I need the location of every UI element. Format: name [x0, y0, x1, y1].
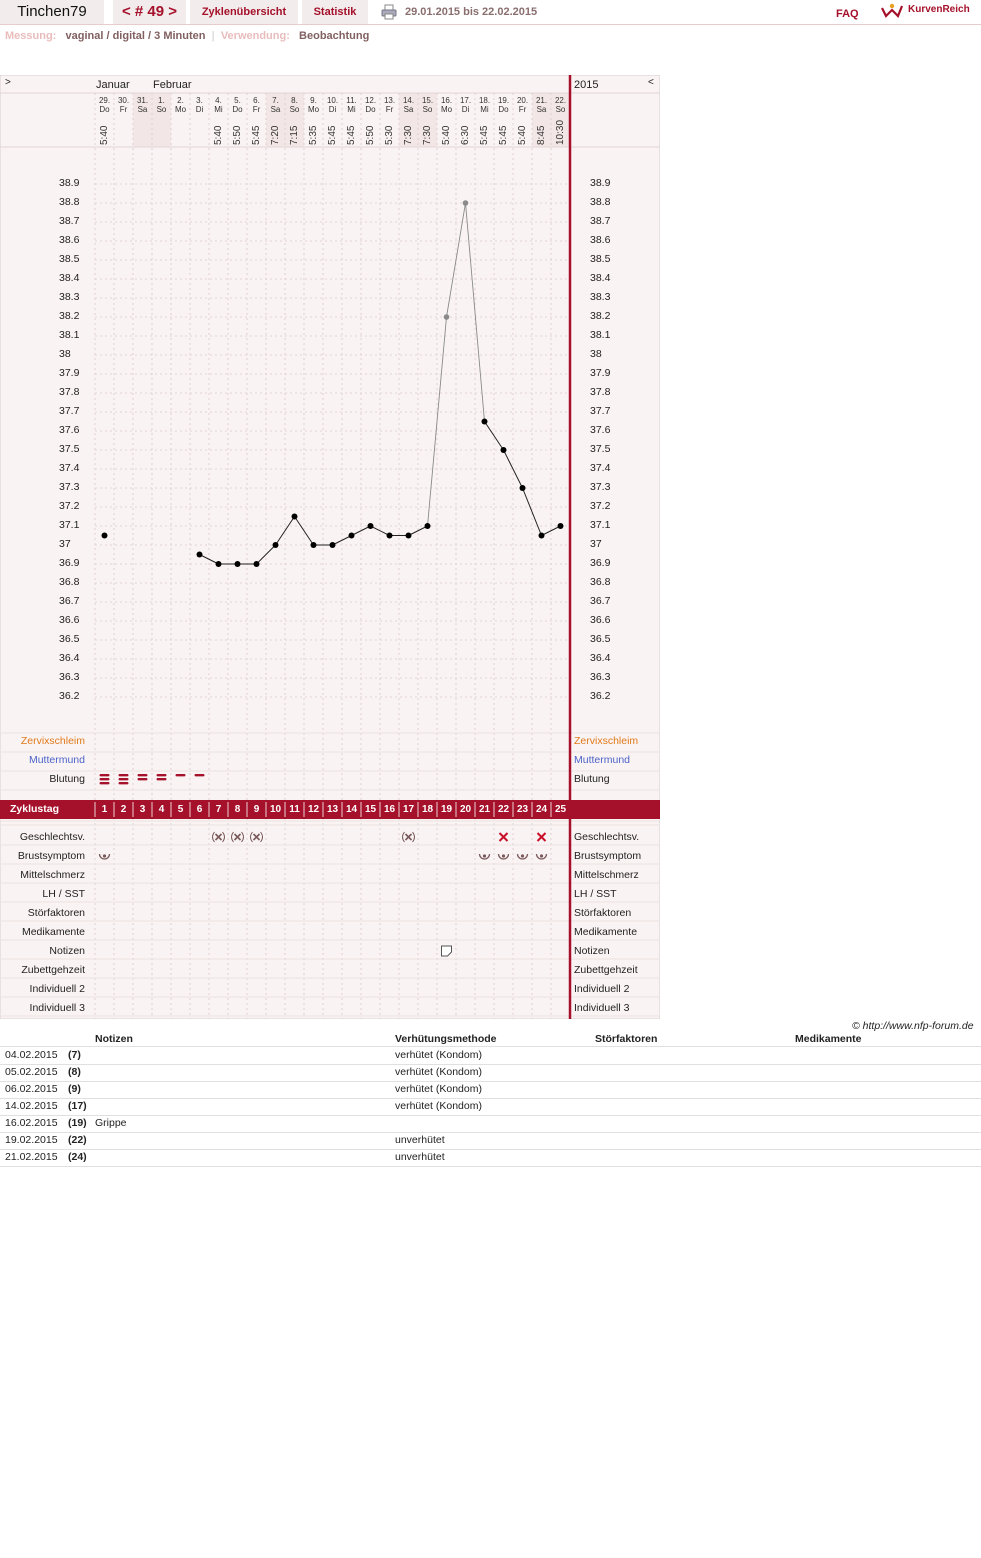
measure-time-text: 5:30	[384, 125, 395, 145]
cycle-day-number[interactable]: 20	[459, 804, 472, 815]
cycle-day-number[interactable]: 7	[215, 804, 222, 815]
y-tick-left: 36.3	[59, 671, 80, 683]
day-weekday-label: Fr	[385, 105, 394, 114]
bleeding-mark	[100, 774, 110, 776]
measure-time-label	[323, 125, 342, 146]
bleeding-mark	[195, 774, 205, 776]
cycle-day-number[interactable]: 22	[497, 804, 510, 815]
day-weekday-label: Do	[365, 105, 376, 114]
measure-time-label	[513, 125, 532, 146]
notes-table-row	[0, 1115, 981, 1133]
day-weekday-label: Sa	[137, 105, 148, 114]
year-label: 2015	[574, 79, 599, 91]
temperature-point	[197, 552, 203, 558]
y-tick-right: 37.5	[590, 443, 611, 455]
measure-time-text: 5:40	[441, 125, 452, 145]
y-tick-right: 38.8	[590, 196, 611, 208]
breast-symptom-dot	[502, 854, 505, 857]
day-weekday-label: Mo	[440, 105, 453, 114]
cycle-day-number[interactable]: 23	[516, 804, 529, 815]
measure-time-text: 5:50	[365, 125, 376, 145]
cycle-day-number[interactable]: 6	[196, 804, 203, 815]
day-weekday-label: Sa	[536, 105, 547, 114]
cycle-day-number[interactable]: 9	[253, 804, 260, 815]
temperature-point	[216, 561, 222, 567]
day-date-label: 8.	[291, 96, 298, 105]
measure-time-text: 10:30	[555, 119, 566, 145]
day-date-label: 30.	[117, 96, 130, 105]
month-label: Januar	[96, 79, 130, 91]
measure-time-label	[437, 125, 456, 146]
temperature-point	[520, 485, 526, 491]
y-tick-right: 36.4	[590, 652, 611, 664]
day-date-label: 6.	[253, 96, 260, 105]
measure-time-label	[285, 125, 304, 146]
y-tick-left: 38.6	[59, 234, 80, 246]
day-date-label: 14.	[402, 96, 415, 105]
note-cycle-day: (17)	[68, 1100, 87, 1112]
measure-time-label	[418, 125, 437, 146]
tab-cycle-overview[interactable]: Zyklenübersicht	[190, 0, 298, 24]
note-method: verhütet (Kondom)	[395, 1100, 482, 1112]
measure-time-label	[551, 119, 570, 146]
notes-table-row	[0, 1081, 981, 1099]
day-weekday-label: So	[156, 105, 167, 114]
y-tick-left: 37.8	[59, 386, 80, 398]
day-date-label: 22.	[554, 96, 567, 105]
row-label-right: Geschlechtsv.	[574, 831, 640, 843]
note-method: unverhütet	[395, 1134, 445, 1146]
row-label-left: Störfaktoren	[27, 907, 85, 919]
y-tick-right: 38.9	[590, 177, 611, 189]
y-tick-left: 38.5	[59, 253, 80, 265]
y-tick-left: 36.2	[59, 690, 80, 702]
y-tick-right: 36.2	[590, 690, 611, 702]
day-date-label: 7.	[272, 96, 279, 105]
day-weekday-label: Di	[461, 105, 470, 114]
cycle-day-number[interactable]: 17	[402, 804, 415, 815]
expand-left-toggle[interactable]: >	[5, 77, 11, 88]
cycle-navigation[interactable]: < # 49 >	[113, 0, 186, 24]
cycle-day-number[interactable]: 10	[269, 804, 282, 815]
day-date-label: 4.	[215, 96, 222, 105]
temperature-point	[558, 523, 564, 529]
breast-symptom-dot	[521, 854, 524, 857]
cycle-day-label: Zyklustag	[10, 803, 60, 815]
day-date-label: 9.	[310, 96, 317, 105]
cycle-day-number[interactable]: 8	[234, 804, 241, 815]
day-date-label: 13.	[383, 96, 396, 105]
measure-time-text: 5:45	[327, 125, 338, 145]
temperature-point	[273, 542, 279, 548]
notes-table-row	[0, 1098, 981, 1116]
day-date-label: 15.	[421, 96, 434, 105]
measure-time-text: 5:45	[479, 125, 490, 145]
note-cycle-day: (7)	[68, 1049, 81, 1061]
day-weekday-label: Di	[328, 105, 337, 114]
cycle-day-number[interactable]: 2	[120, 804, 127, 815]
note-date: 19.02.2015	[5, 1134, 58, 1146]
temperature-point	[482, 419, 488, 425]
measure-time-label	[228, 125, 247, 146]
measure-time-text: 5:40	[517, 125, 528, 145]
temperature-point	[406, 533, 412, 539]
row-label-right: Zervixschleim	[574, 735, 639, 747]
row-label-left: LH / SST	[42, 888, 85, 900]
y-tick-right: 38.7	[590, 215, 611, 227]
header-stoerfaktoren: Störfaktoren	[595, 1033, 658, 1045]
chart-background	[0, 75, 660, 1019]
y-tick-right: 36.3	[590, 671, 611, 683]
day-weekday-label: Sa	[403, 105, 414, 114]
measure-time-text: 6:30	[460, 125, 471, 145]
measure-time-text: 5:35	[308, 125, 319, 145]
row-label-left: Mittelschmerz	[20, 869, 85, 881]
measure-time-text: 8:45	[536, 125, 547, 145]
day-weekday-label: So	[422, 105, 433, 114]
day-date-label: 10.	[326, 96, 339, 105]
day-date-label: 29.	[98, 96, 111, 105]
measure-time-text: 5:45	[498, 125, 509, 145]
bleeding-mark	[119, 778, 129, 780]
cycle-chart	[0, 75, 660, 1019]
y-tick-left: 36.9	[59, 557, 80, 569]
day-weekday-label: So	[555, 105, 566, 114]
measure-time-text: 7:30	[403, 125, 414, 145]
row-label-left: Medikamente	[21, 926, 85, 938]
bleeding-mark	[119, 774, 129, 776]
date-range: 29.01.2015 bis 22.02.2015	[405, 6, 538, 18]
cycle-day-number[interactable]: 25	[554, 804, 567, 815]
temperature-point	[349, 533, 355, 539]
row-label-left: Geschlechtsv.	[19, 831, 85, 843]
y-tick-right: 37.3	[590, 481, 611, 493]
y-tick-left: 38.9	[59, 177, 80, 189]
day-date-label: 5.	[234, 96, 241, 105]
day-weekday-label: Mi	[347, 105, 356, 114]
row-label-left: Zervixschleim	[20, 735, 85, 747]
row-label-left: Individuell 3	[29, 1002, 85, 1014]
y-tick-left: 37.4	[59, 462, 80, 474]
row-label-right: Störfaktoren	[574, 907, 632, 919]
temperature-point	[425, 523, 431, 529]
y-tick-right: 37.2	[590, 500, 611, 512]
cycle-day-number[interactable]: 11	[289, 804, 300, 815]
row-label-right: Notizen	[574, 945, 610, 957]
y-tick-left: 38	[59, 348, 71, 360]
bleeding-mark	[157, 774, 167, 776]
temperature-point	[102, 533, 108, 539]
row-label-left: Individuell 2	[29, 983, 85, 995]
y-tick-left: 37	[59, 538, 71, 550]
notes-table-row	[0, 1064, 981, 1082]
y-tick-right: 37.1	[590, 519, 611, 531]
header-verhuetung: Verhütungsmethode	[395, 1033, 497, 1045]
day-weekday-label: Mo	[307, 105, 320, 114]
day-date-label: 1.	[158, 96, 165, 105]
note-method: verhütet (Kondom)	[395, 1049, 482, 1061]
row-label-right: Brustsymptom	[574, 850, 642, 862]
cycle-day-number[interactable]: 19	[440, 804, 453, 815]
temperature-point	[387, 533, 393, 539]
y-tick-left: 36.8	[59, 576, 80, 588]
measure-time-text: 5:40	[99, 125, 110, 145]
note-cycle-day: (9)	[68, 1083, 81, 1095]
day-date-label: 16.	[440, 96, 453, 105]
y-tick-right: 38.2	[590, 310, 611, 322]
expand-right-toggle[interactable]: <	[648, 77, 654, 88]
temperature-point	[444, 314, 450, 320]
y-tick-right: 38.6	[590, 234, 611, 246]
row-label-right: Medikamente	[574, 926, 638, 938]
measurement-info	[5, 30, 369, 42]
measure-time-label	[494, 125, 513, 146]
row-label-right: Individuell 3	[574, 1002, 630, 1014]
measure-time-label	[532, 125, 551, 146]
row-label-right: Zubettgehzeit	[574, 964, 638, 976]
y-tick-left: 36.6	[59, 614, 80, 626]
row-label-left: Blutung	[49, 773, 85, 785]
day-date-label: 12.	[364, 96, 377, 105]
faq-link[interactable]: FAQ	[836, 8, 859, 20]
header-medikamente: Medikamente	[795, 1033, 862, 1045]
measure-time-label	[342, 125, 361, 146]
y-tick-left: 36.4	[59, 652, 80, 664]
temperature-point	[368, 523, 374, 529]
breast-symptom-dot	[483, 854, 486, 857]
tab-statistics[interactable]: Statistik	[302, 0, 368, 24]
day-weekday-label: Mi	[214, 105, 223, 114]
notes-table-row	[0, 1132, 981, 1150]
day-weekday-label: Do	[498, 105, 509, 114]
bleeding-mark	[138, 778, 148, 780]
y-tick-right: 36.9	[590, 557, 611, 569]
temperature-point	[254, 561, 260, 567]
y-tick-left: 38.4	[59, 272, 80, 284]
username[interactable]: Tinchen79	[0, 0, 104, 24]
note-cycle-day: (24)	[68, 1151, 87, 1163]
y-tick-right: 36.8	[590, 576, 611, 588]
note-date: 21.02.2015	[5, 1151, 58, 1163]
bleeding-mark	[100, 782, 110, 784]
note-text: Grippe	[95, 1117, 127, 1129]
measure-time-label	[399, 125, 418, 146]
verwendung-label: Verwendung:	[220, 30, 290, 42]
y-tick-left: 38.1	[59, 329, 80, 341]
cycle-day-number[interactable]: 21	[478, 804, 491, 815]
y-tick-right: 38.5	[590, 253, 611, 265]
bleeding-mark	[100, 778, 110, 780]
cycle-day-number[interactable]: 24	[535, 804, 548, 815]
note-method: verhütet (Kondom)	[395, 1083, 482, 1095]
breast-symptom-dot	[540, 854, 543, 857]
month-label: Februar	[153, 79, 192, 91]
cycle-day-number[interactable]: 3	[139, 804, 146, 815]
note-date: 14.02.2015	[5, 1100, 58, 1112]
row-label-left: Muttermund	[28, 754, 85, 766]
row-label-right: Mittelschmerz	[574, 869, 639, 881]
y-tick-left: 38.2	[59, 310, 80, 322]
bleeding-mark	[119, 782, 129, 784]
note-method: verhütet (Kondom)	[395, 1066, 482, 1078]
header-notizen: Notizen	[95, 1033, 133, 1045]
y-tick-left: 36.7	[59, 595, 80, 607]
y-tick-left: 37.1	[59, 519, 80, 531]
cycle-day-number[interactable]: 4	[158, 804, 165, 815]
printer-icon[interactable]	[381, 4, 397, 20]
cycle-day-number[interactable]: 12	[307, 804, 320, 815]
copyright[interactable]: © http://www.nfp-forum.de	[852, 1020, 974, 1032]
bleeding-mark	[157, 778, 167, 780]
y-tick-right: 36.6	[590, 614, 611, 626]
chart-canvas	[0, 75, 660, 1019]
note-method: unverhütet	[395, 1151, 445, 1163]
measure-time-label	[247, 125, 266, 146]
y-tick-left: 38.7	[59, 215, 80, 227]
y-tick-left: 37.2	[59, 500, 80, 512]
measure-time-text: 5:45	[346, 125, 357, 145]
day-weekday-label: Do	[232, 105, 243, 114]
y-tick-left: 36.5	[59, 633, 80, 645]
y-tick-right: 38	[590, 348, 602, 360]
notes-header-row	[0, 1031, 981, 1047]
cycle-day-number[interactable]: 15	[364, 804, 377, 815]
row-label-right: Individuell 2	[574, 983, 630, 995]
note-date: 16.02.2015	[5, 1117, 58, 1129]
note-cycle-day: (19)	[68, 1117, 87, 1129]
day-weekday-label: Fr	[119, 105, 128, 114]
y-tick-right: 37.9	[590, 367, 611, 379]
top-bar	[0, 0, 981, 25]
measure-time-text: 5:45	[251, 125, 262, 145]
notes-table-row	[0, 1047, 981, 1065]
cycle-day-number[interactable]: 5	[177, 804, 184, 815]
y-tick-right: 37	[590, 538, 602, 550]
meta-separator: |	[208, 30, 218, 42]
day-date-label: 18.	[478, 96, 491, 105]
day-date-label: 17.	[459, 96, 472, 105]
cycle-day-number[interactable]: 16	[383, 804, 396, 815]
temperature-point	[463, 200, 469, 206]
measure-time-label	[475, 125, 494, 146]
day-date-label: 2.	[177, 96, 184, 105]
y-tick-right: 38.1	[590, 329, 611, 341]
day-date-label: 11.	[346, 96, 357, 105]
y-tick-left: 37.7	[59, 405, 80, 417]
bleeding-mark	[176, 774, 186, 776]
day-date-label: 3.	[196, 96, 203, 105]
day-date-label: 21.	[535, 96, 548, 105]
y-tick-right: 36.7	[590, 595, 611, 607]
messung-value: vaginal / digital / 3 Minuten	[65, 30, 206, 42]
cycle-day-number[interactable]: 1	[101, 804, 108, 815]
measure-time-label	[266, 125, 285, 146]
note-cycle-day: (8)	[68, 1066, 81, 1078]
note-date: 04.02.2015	[5, 1049, 58, 1061]
verwendung-value: Beobachtung	[299, 30, 370, 42]
cycle-day-number[interactable]: 13	[326, 804, 339, 815]
logo-text: KurvenReich	[908, 4, 970, 15]
row-label-left: Notizen	[49, 945, 85, 957]
measure-time-label	[95, 125, 114, 146]
y-tick-right: 37.6	[590, 424, 611, 436]
day-weekday-label: So	[289, 105, 300, 114]
y-tick-right: 37.8	[590, 386, 611, 398]
measure-time-text: 5:40	[213, 125, 224, 145]
messung-label: Messung:	[5, 30, 57, 42]
day-weekday-label: Do	[99, 105, 110, 114]
y-tick-left: 38.8	[59, 196, 80, 208]
logo-icon	[880, 2, 904, 20]
breast-symptom-dot	[103, 854, 106, 857]
day-date-label: 19.	[497, 96, 510, 105]
y-tick-right: 37.7	[590, 405, 611, 417]
y-tick-left: 37.5	[59, 443, 80, 455]
day-weekday-label: Fr	[518, 105, 527, 114]
temperature-point	[330, 542, 336, 548]
measure-time-label	[380, 125, 399, 146]
measure-time-text: 7:20	[270, 125, 281, 145]
row-label-left: Brustsymptom	[17, 850, 85, 862]
note-date: 06.02.2015	[5, 1083, 58, 1095]
day-weekday-label: Sa	[270, 105, 281, 114]
y-tick-left: 37.6	[59, 424, 80, 436]
measure-time-text: 5:50	[232, 125, 243, 145]
row-label-left: Zubettgehzeit	[21, 964, 85, 976]
y-tick-right: 37.4	[590, 462, 611, 474]
day-weekday-label: Mi	[480, 105, 489, 114]
y-tick-left: 37.9	[59, 367, 80, 379]
measure-time-text: 7:15	[289, 125, 300, 145]
temperature-point	[501, 447, 507, 453]
y-tick-left: 37.3	[59, 481, 80, 493]
day-date-label: 31.	[136, 96, 149, 105]
row-label-right: Muttermund	[574, 754, 631, 766]
bleeding-mark	[138, 774, 148, 776]
measure-time-text: 7:30	[422, 125, 433, 145]
note-cycle-day: (22)	[68, 1134, 87, 1146]
notes-table-row	[0, 1149, 981, 1167]
day-weekday-label: Di	[195, 105, 204, 114]
y-tick-right: 38.3	[590, 291, 611, 303]
temperature-point	[292, 514, 298, 520]
cycle-day-number[interactable]: 14	[345, 804, 358, 815]
measure-time-label	[361, 125, 380, 146]
temperature-point	[539, 533, 545, 539]
measure-time-label	[456, 125, 475, 146]
row-label-right: Blutung	[574, 773, 610, 785]
temperature-point	[311, 542, 317, 548]
day-date-label: 20.	[516, 96, 529, 105]
temperature-point	[235, 561, 241, 567]
cycle-day-number[interactable]: 18	[421, 804, 434, 815]
y-tick-right: 38.4	[590, 272, 611, 284]
note-date: 05.02.2015	[5, 1066, 58, 1078]
day-weekday-label: Fr	[252, 105, 261, 114]
y-tick-left: 38.3	[59, 291, 80, 303]
row-label-right: LH / SST	[574, 888, 617, 900]
day-weekday-label: Mo	[174, 105, 187, 114]
y-tick-right: 36.5	[590, 633, 611, 645]
measure-time-label	[304, 125, 323, 146]
measure-time-label	[209, 125, 228, 146]
